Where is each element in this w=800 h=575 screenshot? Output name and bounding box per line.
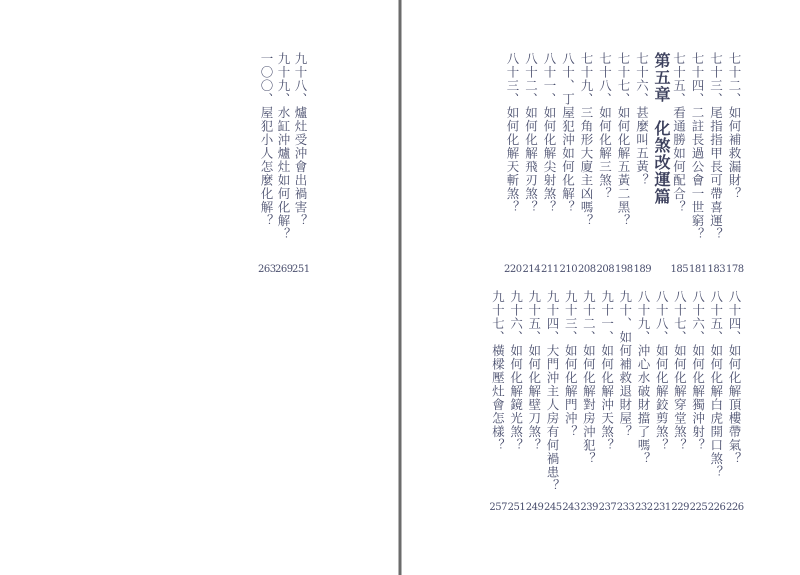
toc-entry xyxy=(708,290,724,520)
toc-entry xyxy=(597,52,613,282)
toc-entry-title: 八十一、如何化解尖射煞？ xyxy=(542,52,557,214)
toc-entry-page-number: 263 xyxy=(258,264,276,275)
right-page xyxy=(402,0,800,575)
toc-entry xyxy=(526,290,542,520)
toc-entry-title: 九十一、如何化解沖天煞？ xyxy=(599,290,615,452)
toc-entry-title: 九十二、如何化解對房沖犯？ xyxy=(581,290,597,466)
toc-entry-page-number: 183 xyxy=(707,264,726,275)
toc-entry-title: 八十四、如何化解頂樓帶氣？ xyxy=(727,290,742,466)
toc-entry-page-number: 211 xyxy=(541,264,559,275)
toc-entry-page-number: 232 xyxy=(635,502,653,513)
left-page xyxy=(0,0,398,575)
toc-entry-title: 九十四、大門沖主人房有何禍患？ xyxy=(545,290,560,493)
toc-entry xyxy=(726,52,742,282)
toc-entry xyxy=(689,52,705,282)
toc-entry-page-number: 208 xyxy=(578,264,596,275)
toc-entry-page-number: 226 xyxy=(726,502,744,513)
toc-entry xyxy=(562,290,578,520)
toc-entry-title: 九十、如何補救退財屋？ xyxy=(617,290,633,439)
toc-entry-title: 八十二、如何化解飛刃煞？ xyxy=(523,52,539,214)
toc-entry-page-number: 225 xyxy=(689,502,708,513)
toc-entry xyxy=(504,52,520,282)
toc-entry xyxy=(671,290,687,520)
toc-entry-page-number: 237 xyxy=(598,502,617,513)
toc-entry-page-number: 231 xyxy=(653,502,671,513)
toc-entry-title: 八十九、沖心水破財擋了嗎？ xyxy=(636,290,651,466)
toc-entry xyxy=(489,290,505,520)
toc-entry xyxy=(653,290,669,520)
toc-entry xyxy=(560,52,576,282)
toc-entry-page-number: 269 xyxy=(275,264,293,275)
toc-entry xyxy=(544,290,560,520)
toc-entry-title: 八十七、如何化解穿堂煞？ xyxy=(672,290,688,452)
toc-entry-page-number: 233 xyxy=(616,502,635,513)
toc-entry xyxy=(258,52,274,282)
chapter-title: 第五章 化煞改運篇 xyxy=(652,52,671,205)
toc-entry xyxy=(634,52,650,282)
toc-entry-title: 七十三、尾指指甲長可帶喜運？ xyxy=(708,52,724,241)
toc-entry-title: 九十三、如何化解門沖？ xyxy=(563,290,579,439)
toc-entry-title: 七十八、如何化解三煞？ xyxy=(597,52,613,201)
toc-entry xyxy=(726,290,742,520)
toc-entry xyxy=(292,52,308,282)
toc-entry xyxy=(617,290,633,520)
toc-entry xyxy=(615,52,631,282)
toc-entry-page-number: 257 xyxy=(489,502,507,513)
toc-entry-page-number: 208 xyxy=(596,264,615,275)
toc-entry xyxy=(690,290,706,520)
toc-entry-title: 八十三、如何化解天斬煞？ xyxy=(505,52,520,214)
toc-entry-page-number: 229 xyxy=(671,502,689,513)
toc-entry-title: 七十六、甚麼叫五黃？ xyxy=(634,52,650,187)
toc-entry-page-number: 245 xyxy=(544,502,562,513)
toc-entry-page-number: 239 xyxy=(580,502,598,513)
toc-entry xyxy=(671,52,687,282)
toc-entry xyxy=(508,290,524,520)
toc-entry-title: 一〇〇、屋犯小人怎麼化解？ xyxy=(259,52,274,228)
toc-entry-page-number: 185 xyxy=(670,264,689,275)
toc-entry-page-number: 251 xyxy=(292,264,310,275)
toc-entry-title: 九十七、橫樑壓灶會怎樣？ xyxy=(490,290,506,452)
toc-entry-page-number: 198 xyxy=(615,264,633,275)
toc-entry xyxy=(580,290,596,520)
toc-entry xyxy=(708,52,724,282)
toc-entry-title: 七十二、如何補救漏財？ xyxy=(727,52,742,201)
toc-entry-title: 九十五、如何化解壁刀煞？ xyxy=(526,290,542,452)
toc-entry-title: 九十九、水缸沖爐灶如何化解？ xyxy=(276,52,291,241)
toc-entry-page-number: 178 xyxy=(726,264,744,275)
toc-entry-page-number: 214 xyxy=(522,264,541,275)
toc-entry-page-number: 226 xyxy=(707,502,726,513)
toc-entry xyxy=(523,52,539,282)
toc-entry xyxy=(541,52,557,282)
toc-entry-title: 七十九、三角形大廈主凶嗎？ xyxy=(579,52,594,228)
toc-entry-page-number: 210 xyxy=(559,264,578,275)
toc-entry-title: 八十八、如何化解鉸剪煞？ xyxy=(654,290,670,452)
toc-entry xyxy=(599,290,615,520)
toc-entry xyxy=(635,290,651,520)
toc-entry-page-number: 243 xyxy=(562,502,580,513)
toc-entry-page-number: 249 xyxy=(525,502,544,513)
toc-entry xyxy=(578,52,594,282)
chapter-heading xyxy=(652,52,671,282)
toc-entry-title: 九十八、爐灶受沖會出禍害？ xyxy=(293,52,308,228)
toc-entry-title: 七十七、如何化解五黃二黑？ xyxy=(616,52,631,228)
toc-entry-page-number: 220 xyxy=(504,264,522,275)
toc-entry xyxy=(275,52,291,282)
toc-entry-title: 八十、丁屋犯沖如何化解？ xyxy=(560,52,576,214)
toc-entry-title: 八十五、如何化解白虎開口煞？ xyxy=(708,290,724,479)
toc-entry-page-number: 189 xyxy=(633,264,652,275)
toc-entry-title: 七十五、看通勝如何配合？ xyxy=(671,52,687,214)
toc-entry-title: 七十四、二註長過公會一世窮？ xyxy=(690,52,705,241)
toc-entry-title: 八十六、如何化解獨沖射？ xyxy=(690,290,706,452)
toc-entry-title: 九十六、如何化解鏡光煞？ xyxy=(508,290,524,452)
toc-entry-page-number: 251 xyxy=(507,502,526,513)
toc-entry-page-number: 181 xyxy=(689,264,707,275)
